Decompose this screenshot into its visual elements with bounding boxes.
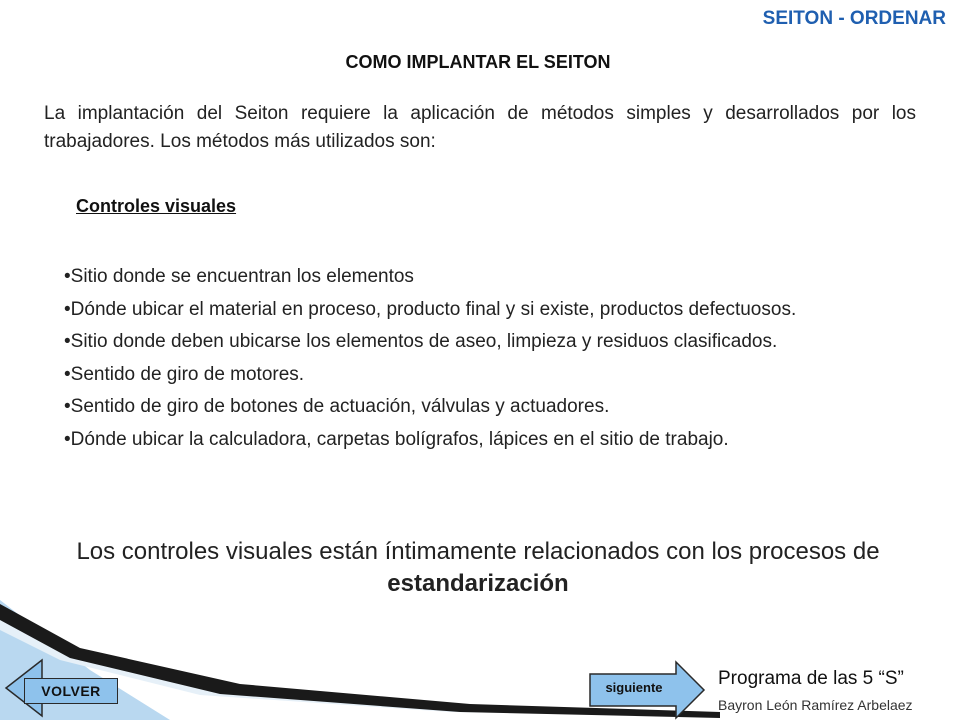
intro-paragraph: La implantación del Seiton requiere la aplicación de métodos simples y desarrollados por los trabajadores. Los métodos más utilizados son: xyxy=(44,103,916,152)
section-tag: SEITON - ORDENAR xyxy=(762,8,946,29)
bullet-list xyxy=(64,261,916,456)
list-item: • Dónde ubicar la calculadora, carpetas bolígrafos, lápices en el sitio de trabajo. xyxy=(64,424,916,457)
conclusion-emphasis: estandarización xyxy=(387,570,569,597)
list-item: • Sentido de giro de botones de actuación, válvulas y actuadores. xyxy=(64,391,916,424)
conclusion-text xyxy=(0,536,956,600)
footer-program: Programa de las 5 “S” xyxy=(718,668,904,689)
footer-author: Bayron León Ramírez Arbelaez xyxy=(718,697,913,713)
list-item: • Dónde ubicar el material en proceso, producto final y si existe, productos defectuosos. xyxy=(64,294,916,327)
siguiente-button[interactable] xyxy=(588,660,708,720)
list-item: • Sitio donde deben ubicarse los elementos de aseo, limpieza y residuos clasificados. xyxy=(64,326,916,359)
list-item: • Sitio donde se encuentran los elementos xyxy=(64,261,916,294)
list-item: • Sentido de giro de motores. xyxy=(64,359,916,392)
section-heading: Controles visuales xyxy=(76,196,237,216)
volver-button[interactable] xyxy=(24,678,118,704)
volver-label: VOLVER xyxy=(41,683,101,699)
conclusion-main: Los controles visuales están íntimamente relacionados con los procesos de xyxy=(76,538,880,565)
siguiente-label: siguiente xyxy=(605,680,663,695)
page-title: COMO IMPLANTAR EL SEITON xyxy=(345,52,611,72)
